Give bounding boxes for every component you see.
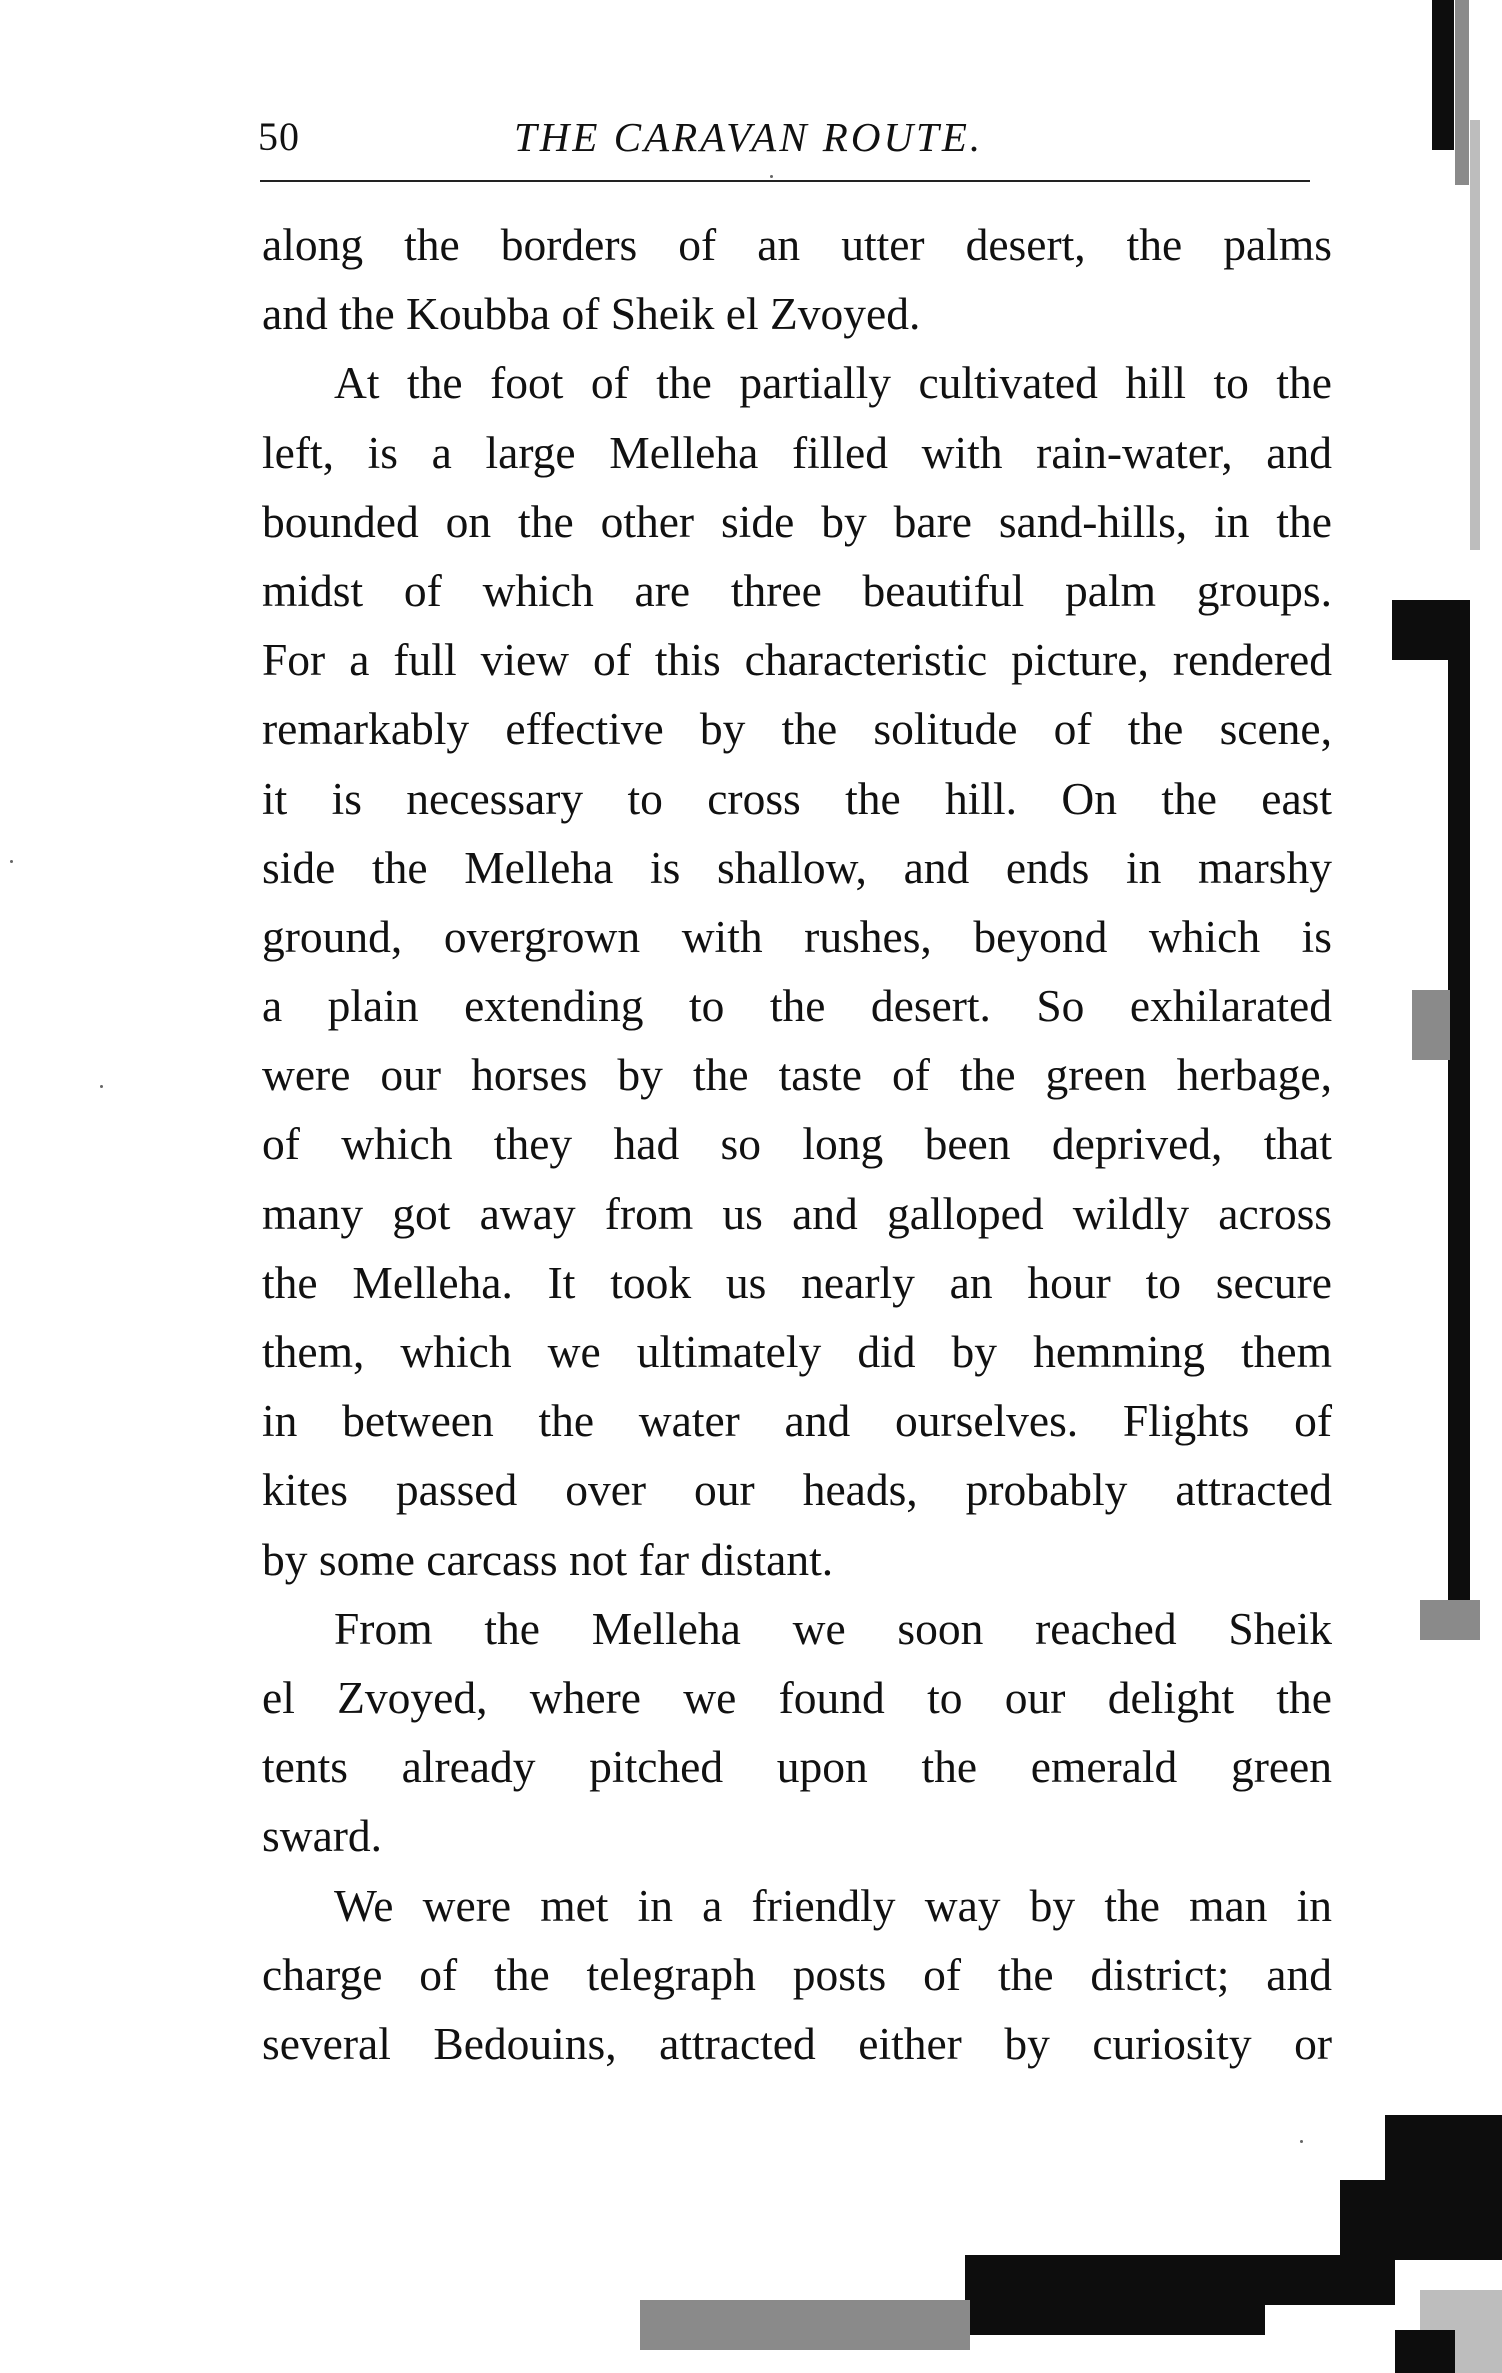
scan-edge-artifact — [1265, 2255, 1395, 2305]
text-line: charge of the telegraph posts of the district; and — [262, 1948, 1332, 2000]
text-line: them, which we ultimately did by hemming them — [262, 1326, 1332, 1377]
text-line: el Zvoyed, where we found to our delight the — [262, 1671, 1332, 1723]
scan-speck — [10, 860, 13, 863]
scan-edge-artifact — [965, 2255, 1265, 2335]
page-number: 50 — [258, 114, 300, 159]
text-line: midst of which are three beautiful palm groups. — [262, 564, 1332, 616]
header-rule — [260, 180, 1310, 182]
text-line: remarkably effective by the solitude of the scene, — [262, 703, 1332, 755]
scan-edge-artifact — [1432, 0, 1454, 150]
page-header — [258, 105, 1310, 165]
scan-edge-artifact — [1420, 1600, 1480, 1640]
scan-edge-artifact — [1392, 600, 1450, 660]
paragraph-first-line: We were met in a friendly way by the man in — [334, 1879, 1332, 1931]
text-line: a plain extending to the desert. So exhilarated — [262, 980, 1332, 1032]
scan-edge-artifact — [1412, 990, 1450, 1060]
text-line: sward. — [262, 1810, 383, 1862]
scan-edge-artifact — [1455, 0, 1469, 185]
scan-speck — [1300, 2140, 1303, 2143]
scan-edge-artifact — [1340, 2180, 1502, 2260]
body-text — [262, 210, 1332, 2078]
paragraph-first-line: From the Melleha we soon reached Sheik — [334, 1602, 1332, 1654]
scan-edge-artifact — [1470, 120, 1480, 550]
text-line: left, is a large Melleha filled with rain-water, and — [262, 426, 1332, 478]
text-line: bounded on the other side by bare sand-hills, in the — [262, 495, 1332, 547]
text-line: side the Melleha is shallow, and ends in marshy — [262, 841, 1332, 893]
text-line: it is necessary to cross the hill. On the east — [262, 772, 1332, 824]
text-line: the Melleha. It took us nearly an hour to secure — [262, 1256, 1332, 1308]
text-line: of which they had so long been deprived, that — [262, 1118, 1332, 1170]
scan-edge-artifact — [640, 2300, 970, 2350]
text-line: several Bedouins, attracted either by curiosity or — [262, 2017, 1332, 2069]
scan-speck — [100, 1085, 103, 1088]
text-line: and the Koubba of Sheik el Zvoyed. — [262, 288, 921, 340]
scan-speck — [770, 175, 773, 178]
scan-edge-artifact — [1395, 2330, 1455, 2373]
text-line: For a full view of this characteristic picture, rendered — [262, 634, 1332, 686]
text-line: in between the water and ourselves. Flights of — [262, 1395, 1332, 1447]
text-line: by some carcass not far distant. — [262, 1533, 834, 1585]
running-title: THE CARAVAN ROUTE. — [514, 114, 984, 160]
text-line: ground, overgrown with rushes, beyond which is — [262, 910, 1332, 962]
text-line: along the borders of an utter desert, the palms — [262, 219, 1332, 270]
text-line: kites passed over our heads, probably attracted — [262, 1464, 1332, 1516]
text-line: were our horses by the taste of the green herbage, — [262, 1049, 1332, 1101]
paragraph-first-line: At the foot of the partially cultivated hill to the — [334, 357, 1332, 409]
text-line: tents already pitched upon the emerald green — [262, 1741, 1332, 1793]
text-line: many got away from us and galloped wildly across — [262, 1187, 1332, 1239]
scan-edge-artifact — [1448, 600, 1470, 1600]
